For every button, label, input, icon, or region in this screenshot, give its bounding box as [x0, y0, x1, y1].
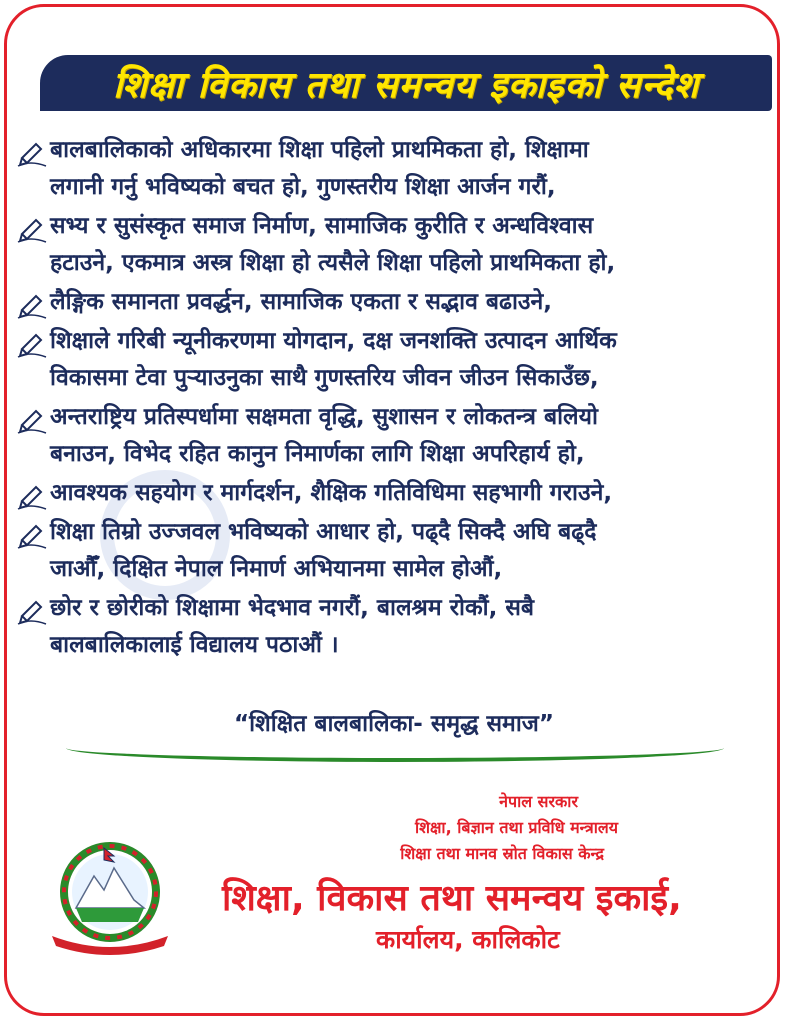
message-text: लैङ्गिक समानता प्रवर्द्धन, सामाजिक एकता र सद्भाव बढाउने, [50, 289, 553, 315]
page-title: शिक्षा विकास तथा समन्वय इकाइको सन्देश [113, 64, 699, 106]
message-item [16, 475, 778, 512]
organization-name: शिक्षा, विकास तथा समन्वय इकाई, [222, 878, 682, 919]
pen-writing-icon [16, 405, 50, 435]
message-text: छोर र छोरीको शिक्षामा भेदभाव नगरौं, बालश्रम रोकौं, सबै बालबालिकालाई विद्यालय पठाऔं । [50, 595, 535, 658]
slogan: “शिक्षित बालबालिका- समृद्ध समाज” [234, 711, 554, 737]
ministry-name: शिक्षा, बिज्ञान तथा प्रविधि मन्त्रालय [414, 818, 618, 837]
nepal-emblem-icon [42, 838, 178, 956]
message-item [16, 514, 778, 588]
pen-writing-icon [16, 138, 50, 168]
message-text: आवश्यक सहयोग र मार्गदर्शन, शैक्षिक गतिविधिमा सहभागी गराउने, [50, 480, 613, 506]
message-item [16, 323, 778, 397]
message-item [16, 208, 778, 282]
pen-writing-icon [16, 290, 50, 320]
header-banner [40, 55, 772, 111]
message-list [16, 132, 778, 666]
office-location: कार्यालय, कालिकोट [376, 925, 560, 954]
message-item [16, 399, 778, 473]
message-text: बालबालिकाको अधिकारमा शिक्षा पहिलो प्राथमिकता हो, शिक्षामा लगानी गर्नु भविष्यको बचत हो, गुणस्तरीय शिक्षा आर्जन गरौं, [50, 137, 589, 200]
message-item [16, 284, 778, 321]
centre-name: शिक्षा तथा मानव स्रोत विकास केन्द्र [400, 844, 604, 863]
pen-writing-icon [16, 329, 50, 359]
message-text: शिक्षा तिम्रो उज्जवल भविष्यको आधार हो, पढ्दै सिक्दै अघि बढ्दै जाऔँ, दिक्षित नेपाल निमार्ण अभियानमा सामेल होऔं, [50, 519, 597, 582]
message-text: शिक्षाले गरिबी न्यूनीकरणमा योगदान, दक्ष जनशक्ति उत्पादन आर्थिक विकासमा टेवा पुऱ्याउनुका साथै गुणस्तरिय जीवन जीउन सिकाउँछ, [50, 328, 617, 391]
pen-writing-icon [16, 520, 50, 550]
pen-writing-icon [16, 596, 50, 626]
message-item [16, 590, 778, 664]
pen-writing-icon [16, 214, 50, 244]
message-item [16, 132, 778, 206]
pen-writing-icon [16, 481, 50, 511]
message-text: सभ्य र सुसंस्कृत समाज निर्माण, सामाजिक कुरीति र अन्धविश्वास हटाउने, एकमात्र अस्त्र शिक्षा हो त्यसैले शिक्षा पहिलो प्राथमिकता हो, [50, 213, 616, 276]
government-name: नेपाल सरकार [499, 792, 578, 811]
message-text: अन्तराष्ट्रिय प्रतिस्पर्धामा सक्षमता वृद्धि, सुशासन र लोकतन्त्र बलियो बनाउन, विभेद रहित कानुन निमार्णका लागि शिक्षा अपरिहार्य हो, [50, 404, 598, 467]
